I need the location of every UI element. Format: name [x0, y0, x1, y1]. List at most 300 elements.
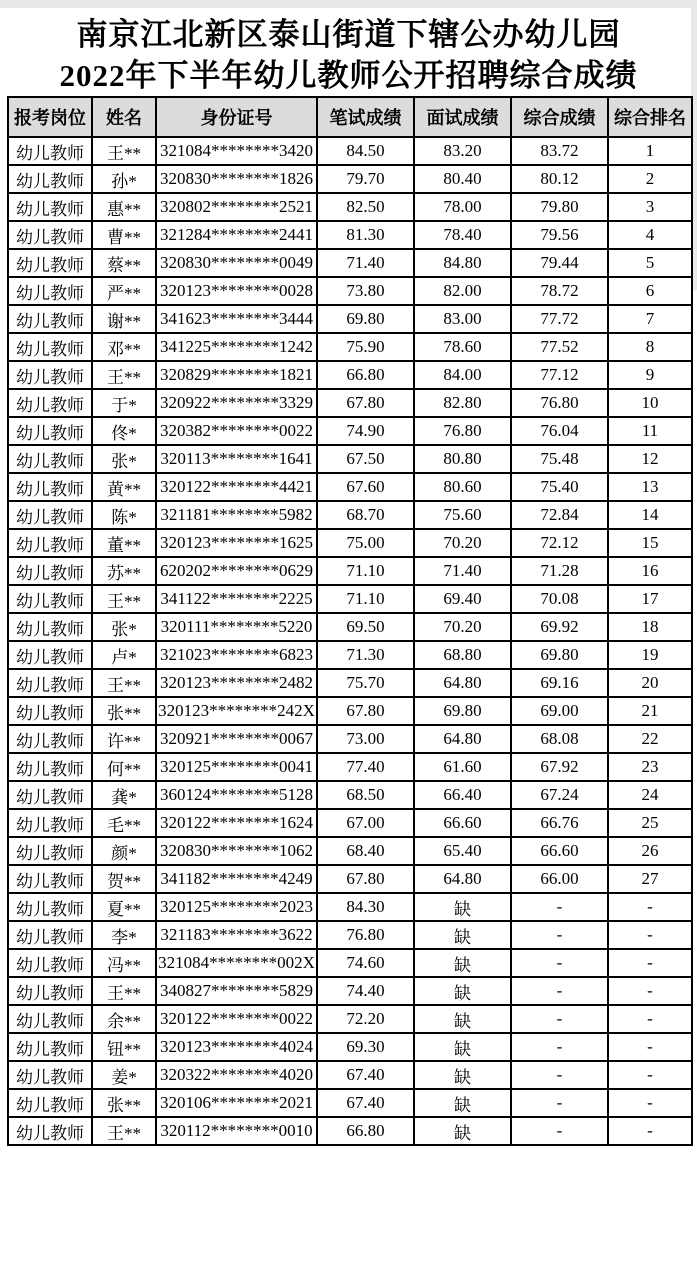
position-cell: 幼儿教师 [8, 1005, 92, 1033]
table-row [8, 249, 692, 277]
overall-score-cell: 77.52 [511, 333, 608, 361]
interview-score-cell: 66.40 [414, 781, 511, 809]
position-cell: 幼儿教师 [8, 585, 92, 613]
position-cell: 幼儿教师 [8, 221, 92, 249]
table-row [8, 1089, 692, 1117]
interview-score-cell: 80.80 [414, 445, 511, 473]
id-number-cell: 320830********1826 [156, 165, 317, 193]
position-cell: 幼儿教师 [8, 1033, 92, 1061]
header-overall-rank: 综合排名 [608, 97, 692, 137]
rank-cell: 5 [608, 249, 692, 277]
rank-cell: 10 [608, 389, 692, 417]
overall-score-cell: - [511, 949, 608, 977]
rank-cell: 2 [608, 165, 692, 193]
table-row [8, 361, 692, 389]
table-row [8, 193, 692, 221]
interview-score-cell: 80.40 [414, 165, 511, 193]
rank-cell: 22 [608, 725, 692, 753]
table-row [8, 1005, 692, 1033]
written-score-cell: 73.00 [317, 725, 414, 753]
position-cell: 幼儿教师 [8, 529, 92, 557]
rank-cell: 6 [608, 277, 692, 305]
name-cell: 张** [92, 697, 156, 725]
written-score-cell: 75.00 [317, 529, 414, 557]
interview-score-cell: 78.00 [414, 193, 511, 221]
interview-score-cell: 69.40 [414, 585, 511, 613]
table-row [8, 529, 692, 557]
overall-score-cell: 66.00 [511, 865, 608, 893]
table-row [8, 753, 692, 781]
table-row [8, 977, 692, 1005]
written-score-cell: 67.00 [317, 809, 414, 837]
table-row [8, 669, 692, 697]
written-score-cell: 82.50 [317, 193, 414, 221]
name-cell: 王** [92, 585, 156, 613]
table-row [8, 389, 692, 417]
overall-score-cell: 79.44 [511, 249, 608, 277]
id-number-cell: 320829********1821 [156, 361, 317, 389]
name-cell: 卢* [92, 641, 156, 669]
position-cell: 幼儿教师 [8, 809, 92, 837]
overall-score-cell: 83.72 [511, 137, 608, 165]
name-cell: 钮** [92, 1033, 156, 1061]
overall-score-cell: 69.16 [511, 669, 608, 697]
interview-score-cell: 76.80 [414, 417, 511, 445]
name-cell: 余** [92, 1005, 156, 1033]
name-cell: 于* [92, 389, 156, 417]
id-number-cell: 320125********2023 [156, 893, 317, 921]
overall-score-cell: - [511, 1033, 608, 1061]
written-score-cell: 84.30 [317, 893, 414, 921]
written-score-cell: 69.30 [317, 1033, 414, 1061]
name-cell: 惠** [92, 193, 156, 221]
rank-cell: - [608, 1033, 692, 1061]
position-cell: 幼儿教师 [8, 837, 92, 865]
header-name: 姓名 [92, 97, 156, 137]
rank-cell: 7 [608, 305, 692, 333]
name-cell: 王** [92, 977, 156, 1005]
interview-score-cell: 80.60 [414, 473, 511, 501]
overall-score-cell: 79.80 [511, 193, 608, 221]
interview-score-cell: 缺 [414, 1089, 511, 1117]
id-number-cell: 320123********242X [156, 697, 317, 725]
overall-score-cell: 76.80 [511, 389, 608, 417]
interview-score-cell: 64.80 [414, 669, 511, 697]
position-cell: 幼儿教师 [8, 669, 92, 697]
rank-cell: - [608, 893, 692, 921]
interview-score-cell: 缺 [414, 1061, 511, 1089]
written-score-cell: 67.40 [317, 1061, 414, 1089]
rank-cell: - [608, 977, 692, 1005]
written-score-cell: 74.60 [317, 949, 414, 977]
table-header-row [8, 97, 692, 137]
position-cell: 幼儿教师 [8, 473, 92, 501]
written-score-cell: 81.30 [317, 221, 414, 249]
interview-score-cell: 61.60 [414, 753, 511, 781]
overall-score-cell: 80.12 [511, 165, 608, 193]
rank-cell: 13 [608, 473, 692, 501]
table-row [8, 417, 692, 445]
rank-cell: - [608, 1089, 692, 1117]
overall-score-cell: 72.12 [511, 529, 608, 557]
position-cell: 幼儿教师 [8, 249, 92, 277]
rank-cell: 15 [608, 529, 692, 557]
written-score-cell: 73.80 [317, 277, 414, 305]
id-number-cell: 341182********4249 [156, 865, 317, 893]
overall-score-cell: - [511, 1117, 608, 1145]
interview-score-cell: 82.80 [414, 389, 511, 417]
overall-score-cell: 78.72 [511, 277, 608, 305]
header-overall-score: 综合成绩 [511, 97, 608, 137]
document-title-line1: 南京江北新区泰山街道下辖公办幼儿园 [76, 17, 621, 52]
table-row [8, 277, 692, 305]
id-number-cell: 320123********1625 [156, 529, 317, 557]
table-row [8, 445, 692, 473]
rank-cell: 19 [608, 641, 692, 669]
position-cell: 幼儿教师 [8, 417, 92, 445]
overall-score-cell: 72.84 [511, 501, 608, 529]
id-number-cell: 321084********002X [156, 949, 317, 977]
rank-cell: 3 [608, 193, 692, 221]
written-score-cell: 67.80 [317, 697, 414, 725]
id-number-cell: 321023********6823 [156, 641, 317, 669]
overall-score-cell: 75.48 [511, 445, 608, 473]
id-number-cell: 320922********3329 [156, 389, 317, 417]
name-cell: 佟* [92, 417, 156, 445]
name-cell: 王** [92, 1117, 156, 1145]
position-cell: 幼儿教师 [8, 333, 92, 361]
id-number-cell: 620202********0629 [156, 557, 317, 585]
name-cell: 冯** [92, 949, 156, 977]
written-score-cell: 69.80 [317, 305, 414, 333]
table-row [8, 1117, 692, 1145]
interview-score-cell: 66.60 [414, 809, 511, 837]
header-written-score: 笔试成绩 [317, 97, 414, 137]
written-score-cell: 76.80 [317, 921, 414, 949]
rank-cell: 20 [608, 669, 692, 697]
table-row [8, 333, 692, 361]
rank-cell: 12 [608, 445, 692, 473]
interview-score-cell: 64.80 [414, 725, 511, 753]
written-score-cell: 84.50 [317, 137, 414, 165]
overall-score-cell: 69.00 [511, 697, 608, 725]
position-cell: 幼儿教师 [8, 865, 92, 893]
rank-cell: - [608, 1117, 692, 1145]
overall-score-cell: 68.08 [511, 725, 608, 753]
overall-score-cell: 71.28 [511, 557, 608, 585]
name-cell: 孙* [92, 165, 156, 193]
id-number-cell: 320830********1062 [156, 837, 317, 865]
written-score-cell: 67.40 [317, 1089, 414, 1117]
position-cell: 幼儿教师 [8, 389, 92, 417]
id-number-cell: 320123********0028 [156, 277, 317, 305]
position-cell: 幼儿教师 [8, 137, 92, 165]
table-row [8, 1061, 692, 1089]
interview-score-cell: 84.00 [414, 361, 511, 389]
position-cell: 幼儿教师 [8, 921, 92, 949]
interview-score-cell: 68.80 [414, 641, 511, 669]
interview-score-cell: 82.00 [414, 277, 511, 305]
name-cell: 陈* [92, 501, 156, 529]
overall-score-cell: 67.24 [511, 781, 608, 809]
interview-score-cell: 78.60 [414, 333, 511, 361]
position-cell: 幼儿教师 [8, 977, 92, 1005]
overall-score-cell: - [511, 1089, 608, 1117]
position-cell: 幼儿教师 [8, 361, 92, 389]
written-score-cell: 72.20 [317, 1005, 414, 1033]
interview-score-cell: 78.40 [414, 221, 511, 249]
id-number-cell: 320122********4421 [156, 473, 317, 501]
overall-score-cell: 75.40 [511, 473, 608, 501]
id-number-cell: 340827********5829 [156, 977, 317, 1005]
overall-score-cell: - [511, 1005, 608, 1033]
id-number-cell: 321284********2441 [156, 221, 317, 249]
overall-score-cell: 66.60 [511, 837, 608, 865]
interview-score-cell: 83.20 [414, 137, 511, 165]
interview-score-cell: 70.20 [414, 613, 511, 641]
position-cell: 幼儿教师 [8, 557, 92, 585]
written-score-cell: 77.40 [317, 753, 414, 781]
overall-score-cell: - [511, 977, 608, 1005]
name-cell: 黄** [92, 473, 156, 501]
id-number-cell: 320113********1641 [156, 445, 317, 473]
written-score-cell: 71.30 [317, 641, 414, 669]
name-cell: 董** [92, 529, 156, 557]
overall-score-cell: - [511, 1061, 608, 1089]
overall-score-cell: 79.56 [511, 221, 608, 249]
name-cell: 夏** [92, 893, 156, 921]
interview-score-cell: 缺 [414, 921, 511, 949]
rank-cell: 9 [608, 361, 692, 389]
rank-cell: 25 [608, 809, 692, 837]
overall-score-cell: - [511, 893, 608, 921]
table-row [8, 557, 692, 585]
name-cell: 邓** [92, 333, 156, 361]
name-cell: 王** [92, 361, 156, 389]
rank-cell: 27 [608, 865, 692, 893]
position-cell: 幼儿教师 [8, 725, 92, 753]
name-cell: 严** [92, 277, 156, 305]
name-cell: 蔡** [92, 249, 156, 277]
id-number-cell: 320125********0041 [156, 753, 317, 781]
written-score-cell: 67.80 [317, 389, 414, 417]
written-score-cell: 75.70 [317, 669, 414, 697]
name-cell: 颜* [92, 837, 156, 865]
id-number-cell: 341623********3444 [156, 305, 317, 333]
id-number-cell: 320123********4024 [156, 1033, 317, 1061]
written-score-cell: 67.80 [317, 865, 414, 893]
written-score-cell: 75.90 [317, 333, 414, 361]
name-cell: 张* [92, 445, 156, 473]
name-cell: 李* [92, 921, 156, 949]
written-score-cell: 68.40 [317, 837, 414, 865]
position-cell: 幼儿教师 [8, 277, 92, 305]
name-cell: 王** [92, 669, 156, 697]
table-row [8, 165, 692, 193]
id-number-cell: 321183********3622 [156, 921, 317, 949]
position-cell: 幼儿教师 [8, 1061, 92, 1089]
id-number-cell: 320322********4020 [156, 1061, 317, 1089]
overall-score-cell: - [511, 921, 608, 949]
overall-score-cell: 66.76 [511, 809, 608, 837]
table-row [8, 305, 692, 333]
table-row [8, 585, 692, 613]
table-row [8, 613, 692, 641]
written-score-cell: 74.40 [317, 977, 414, 1005]
name-cell: 许** [92, 725, 156, 753]
overall-score-cell: 77.72 [511, 305, 608, 333]
rank-cell: 8 [608, 333, 692, 361]
position-cell: 幼儿教师 [8, 949, 92, 977]
table-row [8, 781, 692, 809]
interview-score-cell: 75.60 [414, 501, 511, 529]
name-cell: 龚* [92, 781, 156, 809]
header-position: 报考岗位 [8, 97, 92, 137]
table-row [8, 697, 692, 725]
table-row [8, 137, 692, 165]
position-cell: 幼儿教师 [8, 501, 92, 529]
interview-score-cell: 缺 [414, 1005, 511, 1033]
id-number-cell: 320122********0022 [156, 1005, 317, 1033]
written-score-cell: 68.70 [317, 501, 414, 529]
table-row [8, 893, 692, 921]
interview-score-cell: 70.20 [414, 529, 511, 557]
position-cell: 幼儿教师 [8, 1117, 92, 1145]
written-score-cell: 71.10 [317, 557, 414, 585]
results-tbody [8, 137, 692, 1145]
rank-cell: 16 [608, 557, 692, 585]
rank-cell: - [608, 1005, 692, 1033]
interview-score-cell: 缺 [414, 893, 511, 921]
name-cell: 苏** [92, 557, 156, 585]
rank-cell: - [608, 949, 692, 977]
id-number-cell: 320802********2521 [156, 193, 317, 221]
id-number-cell: 320111********5220 [156, 613, 317, 641]
written-score-cell: 69.50 [317, 613, 414, 641]
rank-cell: 26 [608, 837, 692, 865]
overall-score-cell: 69.92 [511, 613, 608, 641]
position-cell: 幼儿教师 [8, 445, 92, 473]
id-number-cell: 320830********0049 [156, 249, 317, 277]
table-row [8, 221, 692, 249]
id-number-cell: 320112********0010 [156, 1117, 317, 1145]
name-cell: 贺** [92, 865, 156, 893]
position-cell: 幼儿教师 [8, 697, 92, 725]
written-score-cell: 71.40 [317, 249, 414, 277]
table-row [8, 921, 692, 949]
written-score-cell: 79.70 [317, 165, 414, 193]
id-number-cell: 341122********2225 [156, 585, 317, 613]
name-cell: 姜* [92, 1061, 156, 1089]
position-cell: 幼儿教师 [8, 613, 92, 641]
interview-score-cell: 65.40 [414, 837, 511, 865]
name-cell: 何** [92, 753, 156, 781]
rank-cell: - [608, 1061, 692, 1089]
results-table [7, 96, 693, 1146]
table-row [8, 809, 692, 837]
header-id-number: 身份证号 [156, 97, 317, 137]
overall-score-cell: 77.12 [511, 361, 608, 389]
interview-score-cell: 缺 [414, 977, 511, 1005]
written-score-cell: 66.80 [317, 1117, 414, 1145]
rank-cell: 11 [608, 417, 692, 445]
document-title-line2: 2022年下半年幼儿教师公开招聘综合成绩 [59, 58, 638, 93]
rank-cell: 4 [608, 221, 692, 249]
id-number-cell: 341225********1242 [156, 333, 317, 361]
name-cell: 毛** [92, 809, 156, 837]
name-cell: 曹** [92, 221, 156, 249]
table-row [8, 501, 692, 529]
name-cell: 王** [92, 137, 156, 165]
interview-score-cell: 83.00 [414, 305, 511, 333]
written-score-cell: 67.50 [317, 445, 414, 473]
position-cell: 幼儿教师 [8, 753, 92, 781]
header-interview-score: 面试成绩 [414, 97, 511, 137]
id-number-cell: 321084********3420 [156, 137, 317, 165]
interview-score-cell: 64.80 [414, 865, 511, 893]
rank-cell: 21 [608, 697, 692, 725]
name-cell: 谢** [92, 305, 156, 333]
position-cell: 幼儿教师 [8, 781, 92, 809]
interview-score-cell: 缺 [414, 1033, 511, 1061]
id-number-cell: 320921********0067 [156, 725, 317, 753]
rank-cell: 1 [608, 137, 692, 165]
table-row [8, 949, 692, 977]
id-number-cell: 360124********5128 [156, 781, 317, 809]
page-top-margin [0, 0, 697, 8]
name-cell: 张** [92, 1089, 156, 1117]
table-row [8, 473, 692, 501]
written-score-cell: 67.60 [317, 473, 414, 501]
document-title [0, 14, 697, 96]
rank-cell: 18 [608, 613, 692, 641]
table-row [8, 837, 692, 865]
written-score-cell: 68.50 [317, 781, 414, 809]
table-row [8, 641, 692, 669]
position-cell: 幼儿教师 [8, 1089, 92, 1117]
table-row [8, 725, 692, 753]
interview-score-cell: 69.80 [414, 697, 511, 725]
overall-score-cell: 70.08 [511, 585, 608, 613]
position-cell: 幼儿教师 [8, 893, 92, 921]
interview-score-cell: 缺 [414, 949, 511, 977]
rank-cell: 14 [608, 501, 692, 529]
overall-score-cell: 76.04 [511, 417, 608, 445]
written-score-cell: 74.90 [317, 417, 414, 445]
position-cell: 幼儿教师 [8, 193, 92, 221]
id-number-cell: 320123********2482 [156, 669, 317, 697]
position-cell: 幼儿教师 [8, 305, 92, 333]
table-row [8, 865, 692, 893]
name-cell: 张* [92, 613, 156, 641]
position-cell: 幼儿教师 [8, 641, 92, 669]
id-number-cell: 320106********2021 [156, 1089, 317, 1117]
interview-score-cell: 缺 [414, 1117, 511, 1145]
overall-score-cell: 69.80 [511, 641, 608, 669]
interview-score-cell: 71.40 [414, 557, 511, 585]
written-score-cell: 71.10 [317, 585, 414, 613]
id-number-cell: 320122********1624 [156, 809, 317, 837]
table-row [8, 1033, 692, 1061]
written-score-cell: 66.80 [317, 361, 414, 389]
overall-score-cell: 67.92 [511, 753, 608, 781]
id-number-cell: 320382********0022 [156, 417, 317, 445]
rank-cell: 17 [608, 585, 692, 613]
rank-cell: 23 [608, 753, 692, 781]
interview-score-cell: 84.80 [414, 249, 511, 277]
position-cell: 幼儿教师 [8, 165, 92, 193]
rank-cell: 24 [608, 781, 692, 809]
